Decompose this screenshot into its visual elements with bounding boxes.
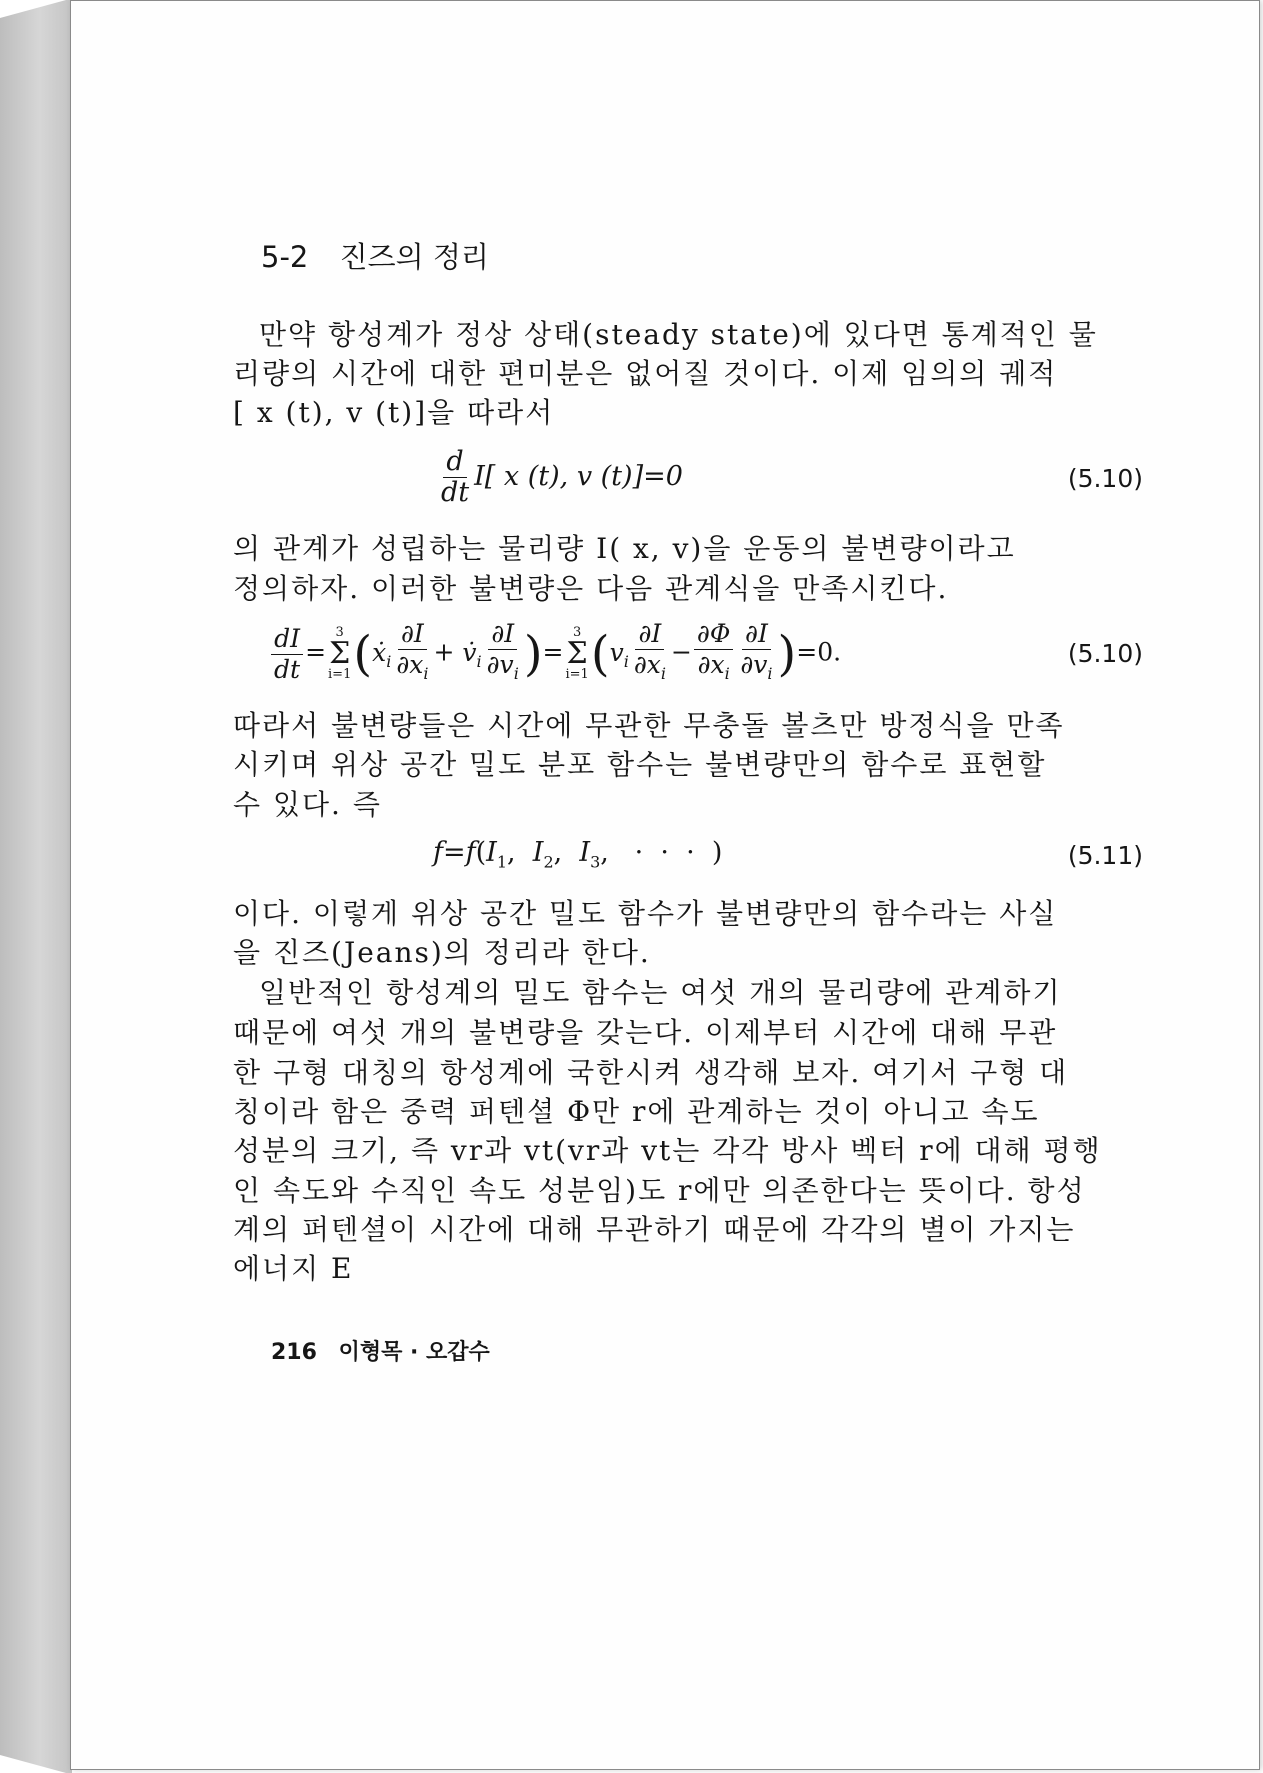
- equation-5-10-invariant: [436, 447, 683, 508]
- paragraph-3-line-3: 수 있다. 즉: [233, 788, 382, 821]
- equation-1-body: I[ x (t), v (t)]=0: [474, 461, 683, 492]
- equation-1-number: (5.10): [1067, 464, 1143, 493]
- paragraph-3-line-2: 시키며 위상 공간 밀도 분포 함수는 불변량만의 함수로 표현할: [233, 748, 1047, 781]
- equation-3-number: (5.11): [1067, 841, 1143, 870]
- paragraph-5-line-1: 일반적인 항성계의 밀도 함수는 여섯 개의 물리량에 관계하기: [259, 976, 1062, 1009]
- paragraph-5-line-6: 인 속도와 수직인 속도 성분임)도 r에만 의존한다는 뜻이다. 항성: [233, 1174, 1086, 1207]
- page-number: 216: [271, 1340, 317, 1365]
- paragraph-5-line-7: 계의 퍼텐셜이 시간에 대해 무관하기 때문에 각각의 별이 가지는: [233, 1213, 1076, 1246]
- derivative-d-dt: $\frac{d}{dt}$: [441, 446, 470, 508]
- paragraph-5-line-2: 때문에 여섯 개의 불변량을 갖는다. 이제부터 시간에 대해 무관: [233, 1016, 1058, 1049]
- paragraph-4-line-1: 이다. 이렇게 위상 공간 밀도 함수가 불변량만의 함수라는 사실: [233, 897, 1058, 930]
- paragraph-5-line-5: 성분의 크기, 즉 vr과 vt(vr과 vt는 각각 방사 벡터 r에 대해 평행: [233, 1134, 1102, 1167]
- equation-2-result: =0.: [796, 637, 842, 667]
- paragraph-2-line-1: 의 관계가 성립하는 물리량 I( x, v)을 운동의 불변량이라고: [233, 532, 1016, 565]
- paragraph-2-line-2: 정의하자. 이러한 불변량은 다음 관계식을 만족시킨다.: [233, 572, 949, 605]
- equation-5-10-expansion: $\frac{dI}{dt}$ = 3 Σ i=1 (ẋ$_i$ $\frac{\partial I}{\partial x_i}$ + $v̇_i$ $\frac{\partial I}{\partial v_i}$ )= 3 Σ i=1 ($v_i$ $\frac{\partial I}{\partial x_i}$ − $\frac{\partial\Phi}{\partial x_i}$ $\frac{\partial I}{\partial v_i}$ )=0.: [269, 619, 841, 689]
- paragraph-1-line-3: [ x (t), v (t)]을 따라서: [233, 396, 555, 429]
- paragraph-4-line-2: 을 진즈(Jeans)의 정리라 한다.: [233, 936, 651, 969]
- equation-5-11: $f=f(I_1$, $I_2$, $I_3$, · · · ): [433, 837, 723, 872]
- book-page: [70, 0, 1260, 1770]
- paragraph-5-line-4: 칭이라 함은 중력 퍼텐셜 Φ만 r에 관계하는 것이 아니고 속도: [233, 1095, 1040, 1128]
- section-heading: [261, 235, 489, 276]
- book-spine: [0, 0, 72, 1773]
- paragraph-3-line-1: 따라서 불변량들은 시간에 무관한 무충돌 볼츠만 방정식을 만족: [233, 709, 1065, 742]
- paragraph-5-line-8: 에너지 E: [233, 1252, 354, 1285]
- paragraph-1-line-2: 리량의 시간에 대한 편미분은 없어질 것이다. 이제 임의의 궤적: [233, 357, 1058, 390]
- section-number: 5-2: [261, 240, 309, 274]
- page-footer: [271, 1335, 490, 1366]
- paragraph-1-line-1: 만약 항성계가 정상 상태(steady state)에 있다면 통계적인 물: [259, 318, 1098, 351]
- section-title: 진즈의 정리: [339, 240, 489, 274]
- authors: 이형목 · 오갑수: [338, 1340, 490, 1365]
- paragraph-5-line-3: 한 구형 대칭의 항성계에 국한시켜 생각해 보자. 여기서 구형 대: [233, 1056, 1069, 1089]
- equation-2-number: (5.10): [1067, 639, 1143, 668]
